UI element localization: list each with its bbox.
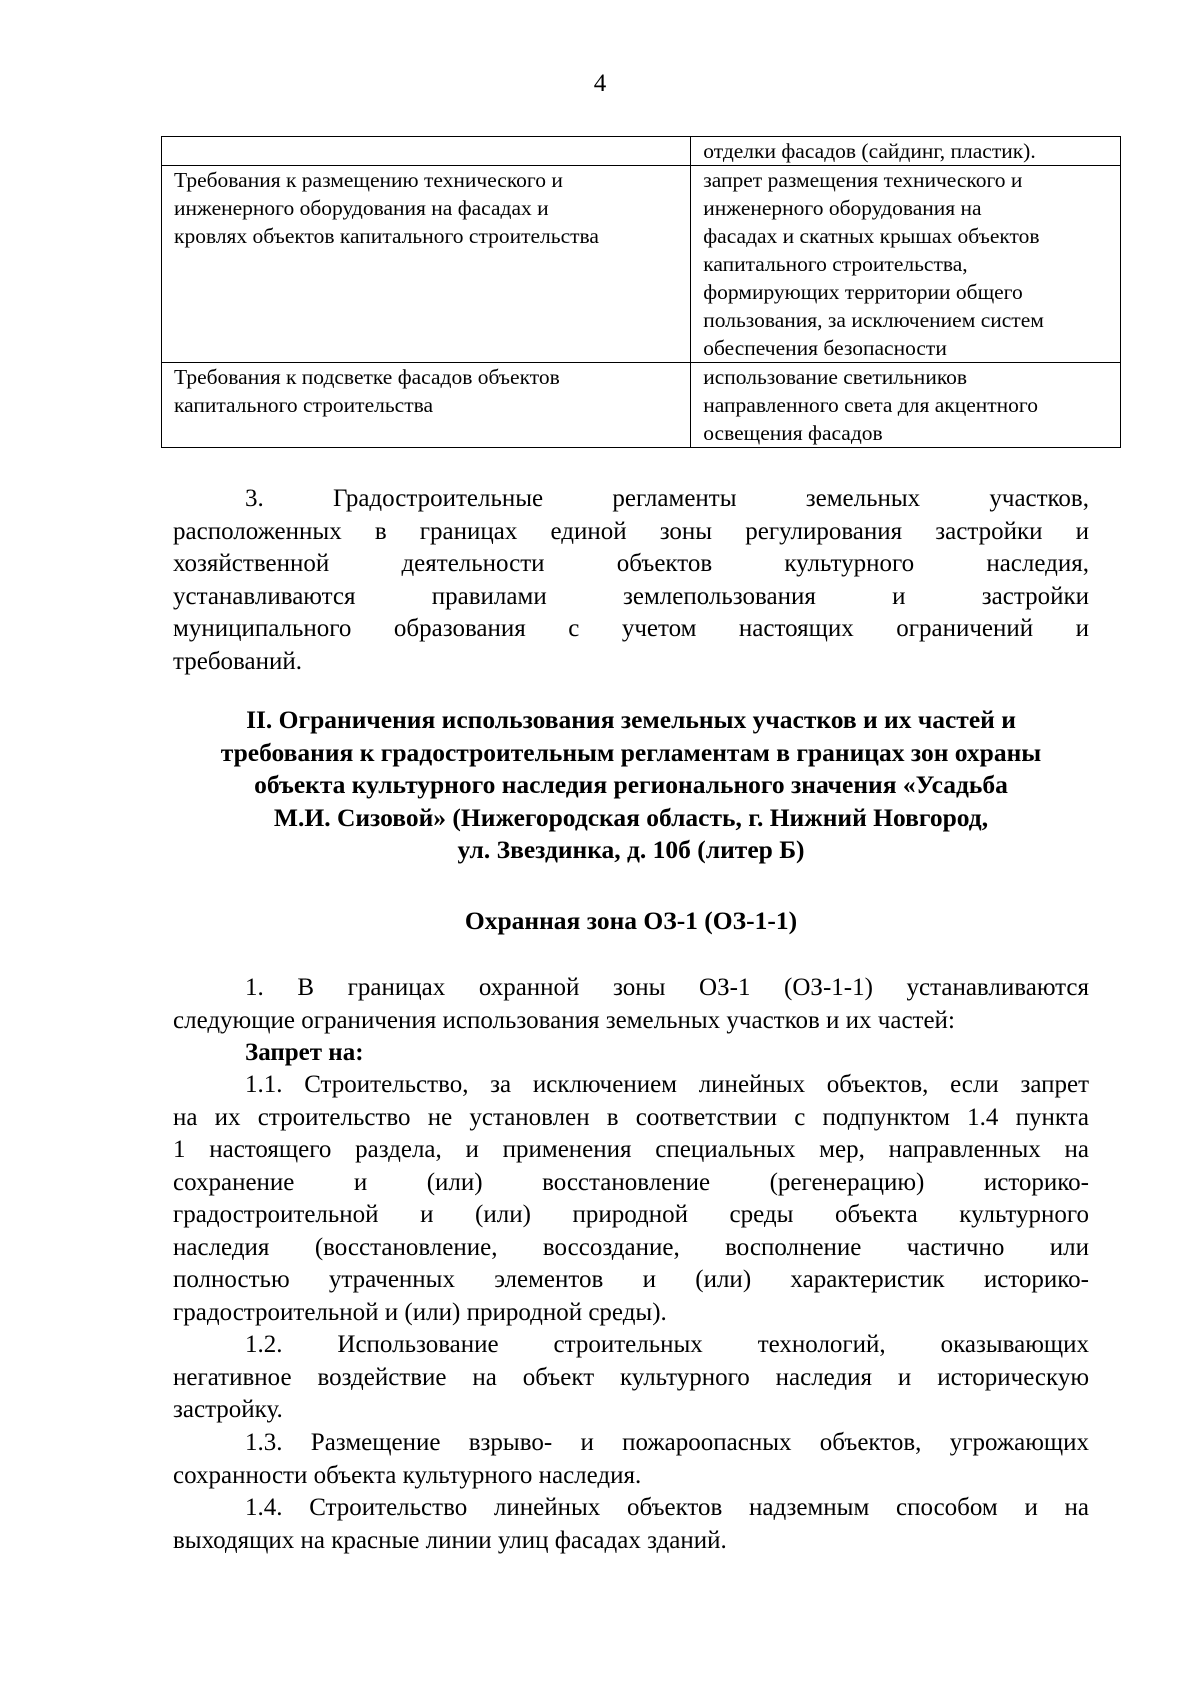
table-cell-line: капитального строительства, [703,252,968,276]
table-cell [691,137,1121,166]
paragraph-line: 1.3. Размещение взрыво- и пожароопасных объектов, угрожающих [245,1429,1089,1456]
table-row [162,166,1121,363]
requirements-table [161,136,1121,448]
table-cell-line: пользования, за исключением систем [703,308,1044,332]
paragraph-3 [173,483,1089,678]
zone-heading: Охранная зона ОЗ-1 (ОЗ-1-1) [464,906,798,935]
paragraph-line: 3. Градостроительные регламенты земельных участков, [245,485,1089,512]
ban-label: Запрет на: [245,1039,364,1066]
table-cell [162,166,691,363]
heading-line: объекта культурного наследия регионального значения «Усадьба [254,770,1008,799]
paragraph-line: 1.2. Использование строительных технологий, оказывающих [245,1331,1089,1358]
table-cell-line: освещения фасадов [703,421,883,445]
paragraph-line: 1.1. Строительство, за исключением линейных объектов, если запрет [245,1071,1089,1098]
paragraph-line: на их строительство не установлен в соответствии с подпунктом 1.4 пункта [173,1103,1089,1131]
paragraph-line: полностью утраченных элементов и (или) характеристик историко- [173,1266,1089,1293]
table-cell-line: обеспечения безопасности [703,336,947,360]
paragraph-line: требований. [173,647,303,675]
table-cell-line: фасадах и скатных крышах объектов [703,224,1040,248]
paragraph-line: застройку. [173,1396,283,1423]
table-cell-line: капитального строительства [174,393,434,417]
paragraph-line: 1. В границах охранной зоны ОЗ-1 (ОЗ-1-1) устанавливаются [245,974,1089,1001]
paragraph-line: устанавливаются правилами землепользования и застройки [173,582,1089,610]
item-1-2 [173,1329,1089,1427]
heading-line: ул. Звездинка, д. 10б (литер Б) [457,835,805,864]
table-cell-line: использование светильников [703,365,968,389]
paragraph-line: сохранности объекта культурного наследия. [173,1461,642,1489]
paragraph-line: хозяйственной деятельности объектов культурного наследия, [173,550,1089,577]
item-1-1 [173,1069,1089,1329]
paragraph-line: негативное воздействие на объект культурного наследия и историческую [173,1363,1089,1391]
paragraph-line: 1.4. Строительство линейных объектов надземным способом и на [245,1494,1089,1521]
section-heading [161,704,1101,867]
paragraph-line: 1 настоящего раздела, и применения специальных мер, направленных на [173,1136,1089,1163]
table-cell-line: кровлях объектов капитального строительства [174,224,599,248]
paragraph-line: градостроительной и (или) природной среды объекта культурного [173,1201,1089,1228]
table-cell-line: формирующих территории общего [703,280,1023,304]
table-cell [691,363,1121,448]
paragraph-line: следующие ограничения использования земельных участков и их частей: [173,1006,955,1034]
table-cell-line: Требования к размещению технического и [174,168,563,192]
paragraph-line: муниципального образования с учетом настоящих ограничений и [173,615,1089,642]
heading-line: требования к градостроительным регламентам в границах зон охраны [220,737,1042,767]
heading-line: М.И. Сизовой» (Нижегородская область, г. Нижний Новгород, [273,802,989,832]
heading-line: II. Ограничения использования земельных участков и их частей и [246,705,1016,734]
item-1-3 [173,1427,1089,1492]
paragraph-line: наследия (восстановление, воссоздание, восполнение частично или [173,1233,1089,1261]
table-cell-line: Требования к подсветке фасадов объектов [174,365,560,389]
item-1 [173,972,1089,1070]
table-cell [691,166,1121,363]
table-cell-line: направленного света для акцентного [703,393,1038,417]
item-1-4 [173,1492,1089,1557]
table-row [162,137,1121,166]
paragraph-line: выходящих на красные линии улиц фасадах зданий. [173,1526,727,1554]
table-cell-line: отделки фасадов (сайдинг, пластик). [703,139,1036,163]
paragraph-line: расположенных в границах единой зоны регулирования застройки и [173,517,1089,545]
table-cell [162,137,691,166]
paragraph-line: градостроительной и (или) природной среды). [173,1298,667,1326]
table-cell-line: инженерного оборудования на [703,196,982,220]
page-number: 4 [593,70,607,97]
paragraph-line: сохранение и (или) восстановление (регенерацию) историко- [173,1168,1089,1196]
table-cell [162,363,691,448]
table-cell-line: инженерного оборудования на фасадах и [174,196,549,220]
table-row [162,363,1121,448]
table-cell-line: запрет размещения технического и [703,168,1023,192]
